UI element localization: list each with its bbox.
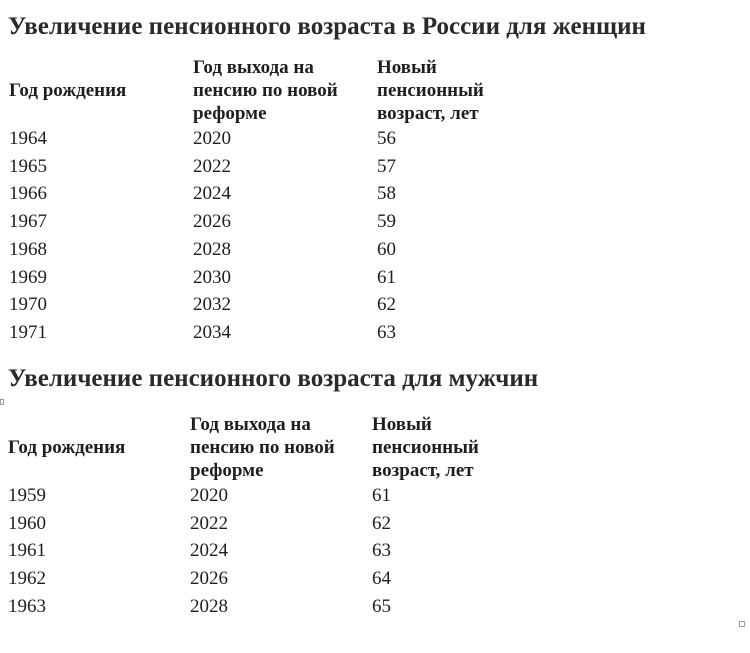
header-new-age (372, 412, 479, 482)
cell-birth-year: 1968 (9, 238, 47, 260)
table-row (8, 593, 479, 621)
cell-birth-year: 1967 (9, 211, 47, 233)
cell-retire-year: 2028 (193, 238, 231, 260)
table-women-header-row (9, 55, 484, 125)
cell-retire-year: 2026 (190, 568, 228, 590)
cell-retire-year: 2024 (190, 540, 228, 562)
cell-birth-year: 1962 (8, 568, 46, 590)
cell-retire-year: 2024 (193, 183, 231, 205)
header-birth-year-label: Год рождения (9, 79, 127, 101)
table-row (9, 264, 484, 292)
cell-retire-year: 2034 (193, 321, 231, 343)
table-men-header-row (8, 412, 479, 482)
table-row (9, 208, 484, 236)
cell-birth-year: 1960 (8, 512, 46, 534)
header-new-age-line3: возраст, лет (377, 102, 479, 124)
cell-new-age: 57 (377, 155, 396, 177)
table-row (8, 510, 479, 538)
cell-retire-year: 2026 (193, 211, 231, 233)
header-retire-year (193, 55, 377, 125)
table-row (8, 565, 479, 593)
cell-new-age: 61 (372, 485, 391, 506)
header-retire-year-line3: реформе (190, 459, 264, 481)
table-row (9, 125, 484, 153)
header-new-age-line3: возраст, лет (372, 459, 474, 481)
cell-new-age: 60 (377, 238, 396, 260)
cell-new-age: 58 (377, 183, 396, 205)
cell-new-age: 62 (372, 512, 391, 534)
cell-retire-year: 2020 (190, 485, 228, 506)
cell-birth-year: 1963 (8, 595, 46, 617)
header-retire-year-line3: реформе (193, 102, 267, 124)
header-birth-year (8, 412, 190, 482)
cell-birth-year: 1971 (9, 321, 47, 343)
header-birth-year-label: Год рождения (8, 436, 126, 458)
header-new-age (377, 55, 484, 125)
header-new-age-line2: пенсионный (372, 436, 479, 458)
header-new-age-line1: Новый (372, 413, 432, 435)
table-row (9, 236, 484, 264)
table-anchor-icon[interactable] (0, 399, 4, 405)
title-men: Увеличение пенсионного возраста для мужчин (8, 365, 539, 392)
header-new-age-line1: Новый (377, 56, 437, 78)
cell-birth-year: 1966 (9, 183, 47, 205)
cell-retire-year: 2032 (193, 294, 231, 316)
table-row (9, 180, 484, 208)
cell-new-age: 56 (377, 128, 396, 149)
cell-new-age: 64 (372, 568, 391, 590)
resize-handle-icon[interactable] (739, 621, 745, 627)
cell-birth-year: 1961 (8, 540, 46, 562)
cell-birth-year: 1964 (9, 128, 47, 149)
cell-new-age: 59 (377, 211, 396, 233)
header-retire-year-line2: пенсию по новой (190, 436, 335, 458)
cell-retire-year: 2022 (190, 512, 228, 534)
cell-birth-year: 1965 (9, 155, 47, 177)
header-retire-year-line1: Год выхода на (193, 56, 314, 78)
cell-retire-year: 2030 (193, 266, 231, 288)
cell-birth-year: 1970 (9, 294, 47, 316)
table-men (8, 412, 479, 621)
cell-new-age: 61 (377, 266, 396, 288)
header-birth-year (9, 55, 193, 125)
cell-birth-year: 1969 (9, 266, 47, 288)
header-retire-year-line1: Год выхода на (190, 413, 311, 435)
table-row (9, 153, 484, 181)
table-row (9, 291, 484, 319)
header-retire-year-line2: пенсию по новой (193, 79, 338, 101)
cell-retire-year: 2028 (190, 595, 228, 617)
cell-new-age: 63 (372, 540, 391, 562)
title-women: Увеличение пенсионного возраста в России для женщин (8, 13, 646, 40)
cell-retire-year: 2022 (193, 155, 231, 177)
cell-new-age: 63 (377, 321, 396, 343)
header-new-age-line2: пенсионный (377, 79, 484, 101)
table-women (9, 55, 484, 347)
table-row (8, 482, 479, 510)
cell-birth-year: 1959 (8, 485, 46, 506)
cell-new-age: 65 (372, 595, 391, 617)
header-retire-year (190, 412, 372, 482)
cell-retire-year: 2020 (193, 128, 231, 149)
table-row (9, 319, 484, 347)
cell-new-age: 62 (377, 294, 396, 316)
table-row (8, 537, 479, 565)
